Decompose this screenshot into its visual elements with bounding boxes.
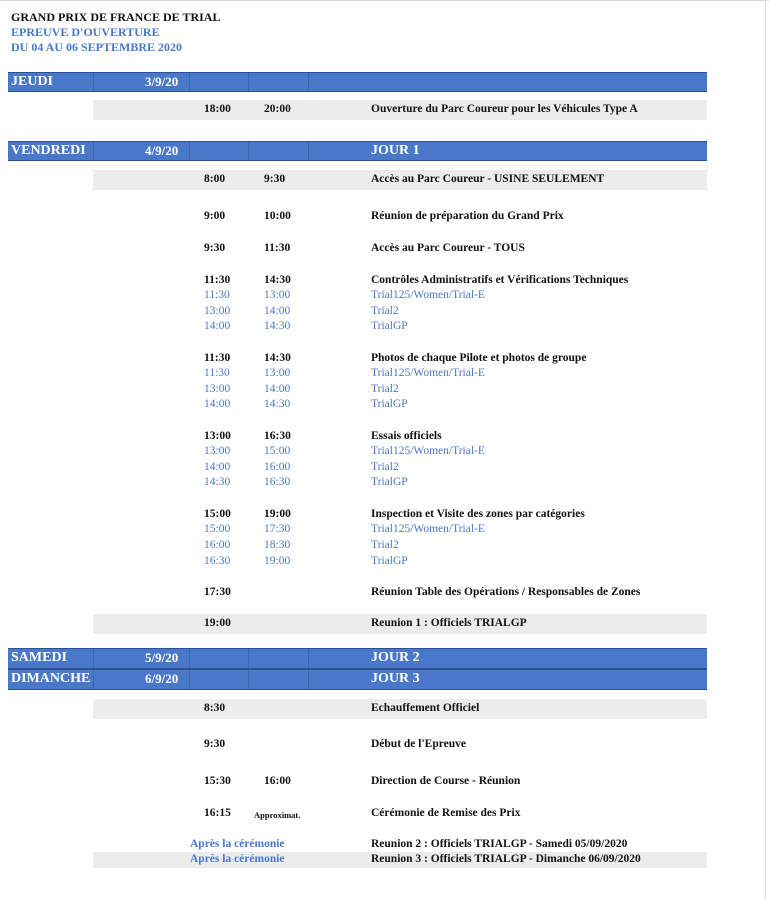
event-desc: Début de l'Epreuve [371, 738, 466, 750]
sub-desc: TrialGP [371, 476, 408, 488]
sub-end: 14:00 [264, 383, 291, 395]
event-end: 9:30 [264, 173, 286, 185]
event-start-after: Après la cérémonie [190, 853, 285, 865]
sub-end: 13:00 [264, 289, 291, 301]
sub-desc: Trial125/Women/Trial-E [371, 367, 485, 379]
right-border [765, 0, 766, 900]
event-desc: Accès au Parc Coureur - TOUS [371, 242, 525, 254]
event-start-after: Après la cérémonie [190, 838, 285, 850]
day-date: 4/9/20 [145, 143, 179, 158]
day-date: 5/9/20 [145, 650, 179, 665]
event-end: 20:00 [264, 103, 291, 115]
event-desc: Réunion de préparation du Grand Prix [371, 210, 564, 222]
event-desc: Accès au Parc Coureur - USINE SEULEMENT [371, 173, 605, 185]
event-desc: Reunion 1 : Officiels TRIALGP [371, 617, 527, 629]
day-band-dimanche [8, 669, 707, 690]
event-start: 13:00 [204, 430, 231, 442]
event-end: 19:00 [264, 508, 291, 520]
sub-end: 15:00 [264, 445, 291, 457]
sub-desc: TrialGP [371, 398, 408, 410]
sub-start: 14:30 [204, 476, 231, 488]
sub-desc: Trial2 [371, 305, 399, 317]
sub-desc: Trial125/Women/Trial-E [371, 289, 485, 301]
sub-start: 15:00 [204, 523, 231, 535]
sub-end: 19:00 [264, 555, 291, 567]
event-desc: Inspection et Visite des zones par catégories [371, 508, 585, 520]
day-band-samedi [8, 648, 707, 669]
sub-end: 16:00 [264, 461, 291, 473]
sub-end: 18:30 [264, 539, 291, 551]
day-name: VENDREDI [11, 143, 86, 158]
top-border [0, 0, 769, 1]
doc-dates: DU 04 AU 06 SEPTEMBRE 2020 [11, 40, 183, 54]
day-name: SAMEDI [11, 650, 68, 665]
sub-desc: Trial125/Women/Trial-E [371, 445, 485, 457]
event-desc: Cérémonie de Remise des Prix [371, 807, 521, 819]
sub-end: 14:30 [264, 398, 291, 410]
event-start: 17:30 [204, 586, 231, 598]
day-band-vendredi [8, 141, 707, 161]
event-start: 15:30 [204, 775, 231, 787]
day-band-jeudi [8, 72, 707, 92]
sub-start: 14:00 [204, 398, 231, 410]
day-jour: JOUR 3 [371, 671, 420, 686]
event-desc: Essais officiels [371, 430, 442, 442]
doc-subtitle: EPREUVE D'OUVERTURE [11, 25, 160, 39]
event-start: 9:30 [204, 242, 226, 254]
event-desc: Photos de chaque Pilote et photos de groupe [371, 352, 587, 364]
event-start: 8:00 [204, 173, 226, 185]
sub-end: 13:00 [264, 367, 291, 379]
event-start: 18:00 [204, 103, 231, 115]
sub-end: 14:30 [264, 320, 291, 332]
sub-end: 17:30 [264, 523, 291, 535]
sub-start: 14:00 [204, 461, 231, 473]
event-end: 14:30 [264, 352, 291, 364]
sub-desc: TrialGP [371, 320, 408, 332]
event-end: 10:00 [264, 210, 291, 222]
event-end-approx: Approximat. [254, 810, 301, 820]
sub-start: 11:30 [204, 289, 230, 301]
event-end: 16:30 [264, 430, 291, 442]
event-desc: Reunion 2 : Officiels TRIALGP - Samedi 05/09/2020 [371, 838, 628, 850]
sub-start: 11:30 [204, 367, 230, 379]
day-date: 3/9/20 [145, 74, 179, 89]
sub-start: 13:00 [204, 383, 231, 395]
event-desc: Contrôles Administratifs et Vérifications Techniques [371, 274, 629, 286]
event-start: 9:00 [204, 210, 226, 222]
sub-start: 13:00 [204, 305, 231, 317]
day-jour: JOUR 1 [371, 143, 420, 158]
sub-end: 14:00 [264, 305, 291, 317]
event-start: 11:30 [204, 274, 231, 286]
event-desc: Echauffement Officiel [371, 702, 480, 714]
sub-start: 16:30 [204, 555, 231, 567]
sub-desc: Trial2 [371, 461, 399, 473]
event-start: 15:00 [204, 508, 231, 520]
sub-desc: Trial125/Women/Trial-E [371, 523, 485, 535]
sub-desc: Trial2 [371, 383, 399, 395]
day-date: 6/9/20 [145, 671, 179, 686]
event-start: 8:30 [204, 702, 226, 714]
event-start: 16:15 [204, 807, 231, 819]
event-end: 16:00 [264, 775, 291, 787]
event-desc: Direction de Course - Réunion [371, 775, 521, 787]
event-end: 14:30 [264, 274, 291, 286]
event-start: 9:30 [204, 738, 226, 750]
sub-desc: Trial2 [371, 539, 399, 551]
doc-title: GRAND PRIX DE FRANCE DE TRIAL [11, 10, 221, 24]
event-end: 11:30 [264, 242, 291, 254]
event-desc: Ouverture du Parc Coureur pour les Véhicules Type A [371, 103, 638, 115]
event-desc: Reunion 3 : Officiels TRIALGP - Dimanche 06/09/2020 [371, 853, 641, 865]
event-start: 19:00 [204, 617, 231, 629]
sub-start: 14:00 [204, 320, 231, 332]
day-name: DIMANCHE [11, 671, 91, 686]
day-name: JEUDI [11, 74, 54, 89]
event-desc: Réunion Table des Opérations / Responsables de Zones [371, 586, 641, 598]
sub-start: 16:00 [204, 539, 231, 551]
day-jour: JOUR 2 [371, 650, 420, 665]
event-start: 11:30 [204, 352, 231, 364]
sub-desc: TrialGP [371, 555, 408, 567]
sub-end: 16:30 [264, 476, 291, 488]
sub-start: 13:00 [204, 445, 231, 457]
